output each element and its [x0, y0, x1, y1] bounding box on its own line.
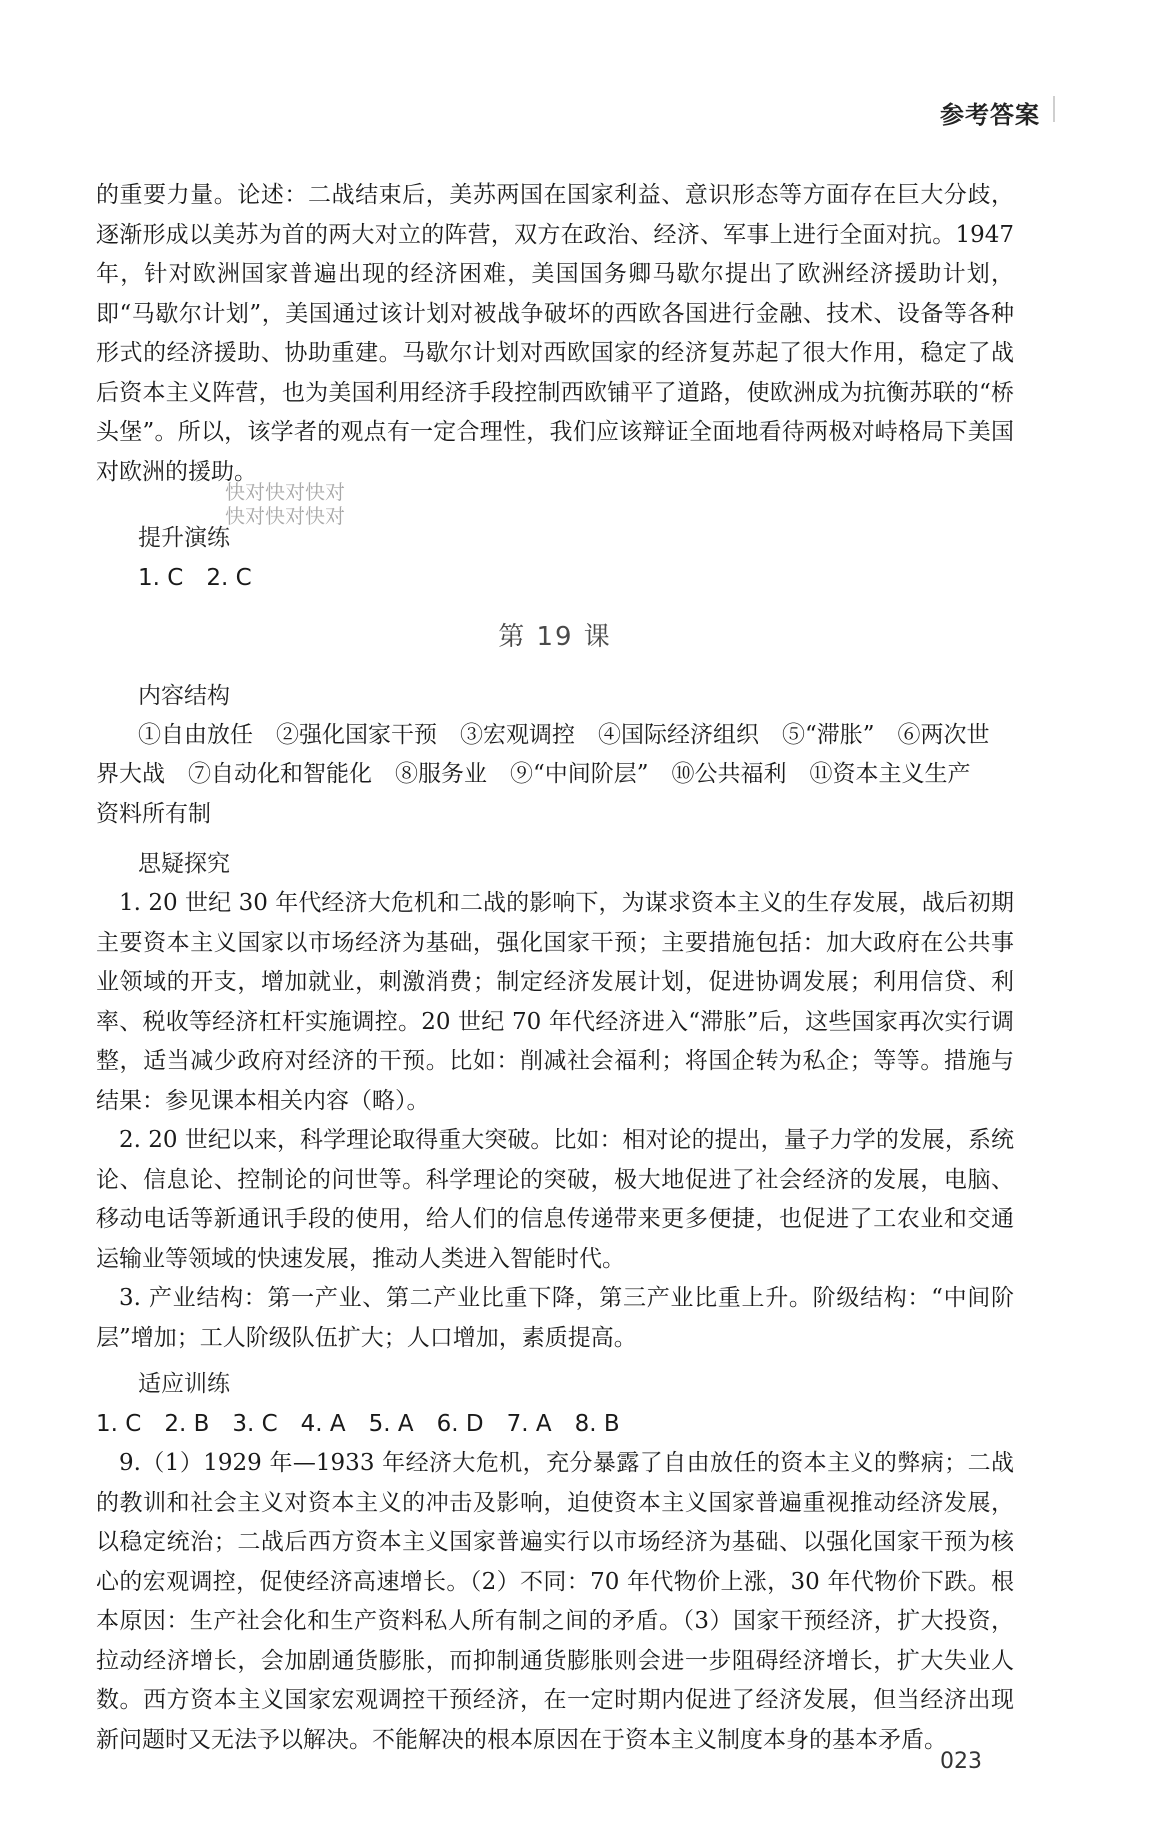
training-answer-9: 9.（1）1929 年—1933 年经济大危机，充分暴露了自由放任的资本主义的弊病；二战的教训和社会主义对资本主义的冲击及影响，迫使资本主义国家普遍重视推动经济发展，以稳定统治；二战后西方资本主义国家普遍实行以市场经济为基础、以强化国家干预为核心的宏观调控，促使经济高速增长。（2）不同：70 年代物价上涨，30 年代物价下跌。根本原因：生产社会化和生产资料私人所有制之间的矛盾。（3）国家干预经济，扩大投资，拉动经济增长，会加剧通货膨胀，而抑制通货膨胀则会进一步阻碍经济增长，扩大失业人数。西方资本主义国家宏观调控干预经济，在一定时期内促进了经济发展，但当经济出现新问题时又无法予以解决。不能解决的根本原因在于资本主义制度本身的基本矛盾。 [96, 1450, 1014, 1753]
page-number: 023 [940, 1749, 982, 1774]
section-heading-training: 适应训练 [138, 1371, 230, 1397]
header-divider [1053, 96, 1055, 122]
structure-line: 界大战 ⑦自动化和智能化 ⑧服务业 ⑨“中间阶层” ⑩公共福利 ⑪资本主义生产 [96, 761, 971, 787]
section-heading-structure: 内容结构 [138, 682, 230, 709]
watermark-line: 快对快对快对 [225, 480, 345, 504]
lesson-title: 第 19 课 [498, 622, 612, 652]
structure-list [96, 716, 1014, 835]
section-heading-practice: 提升演练 [138, 525, 230, 551]
inquiry-answer-3: 3. 产业结构：第一产业、第二产业比重下降，第三产业比重上升。阶级结构：“中间阶层”增加；工人阶级队伍扩大；人口增加，素质提高。 [96, 1285, 1014, 1351]
inquiry-answer-2: 2. 20 世纪以来，科学理论取得重大突破。比如：相对论的提出，量子力学的发展，系统论、信息论、控制论的问世等。科学理论的突破，极大地促进了社会经济的发展，电脑、移动电话等新通讯手段的使用，给人们的信息传递带来更多便捷，也促进了工农业和交通运输业等领域的快速发展，推动人类进入智能时代。 [96, 1127, 1014, 1272]
practice-answers: 1. C 2. C [138, 565, 252, 591]
structure-line: 资料所有制 [96, 800, 211, 827]
inquiry-answer-1: 1. 20 世纪 30 年代经济大危机和二战的影响下，为谋求资本主义的生存发展，战后初期主要资本主义国家以市场经济为基础，强化国家干预；主要措施包括：加大政府在公共事业领域的开支，增加就业，刺激消费；制定经济发展计划，促进协调发展；利用信贷、利率、税收等经济杠杆实施调控。20 世纪 70 年代经济进入“滞胀”后，这些国家再次实行调整，适当减少政府对经济的干预。比如：削减社会福利；将国企转为私企；等等。措施与结果：参见课本相关内容（略）。 [96, 890, 1014, 1114]
watermark-line: 快对快对快对 [225, 504, 345, 528]
continued-paragraph: 的重要力量。论述：二战结束后，美苏两国在国家利益、意识形态等方面存在巨大分歧，逐渐形成以美苏为首的两大对立的阵营，双方在政治、经济、军事上进行全面对抗。1947年，针对欧洲国家普遍出现的经济困难，美国国务卿马歇尔提出了欧洲经济援助计划，即“马歇尔计划”，美国通过该计划对被战争破坏的西欧各国进行金融、技术、设备等各种形式的经济援助、协助重建。马歇尔计划对西欧国家的经济复苏起了很大作用，稳定了战后资本主义阵营，也为美国利用经济手段控制西欧铺平了道路，使欧洲成为抗衡苏联的“桥头堡”。所以，该学者的观点有一定合理性，我们应该辩证全面地看待两极对峙格局下美国对欧洲的援助。 [96, 182, 1014, 485]
page-header-title: 参考答案 [940, 101, 1040, 129]
training-answers: 1. C 2. B 3. C 4. A 5. A 6. D 7. A 8. B [96, 1411, 620, 1437]
watermark [225, 480, 345, 528]
structure-line: ①自由放任 ②强化国家干预 ③宏观调控 ④国际经济组织 ⑤“滞胀” ⑥两次世 [138, 721, 990, 748]
page-content [96, 176, 1014, 1760]
section-heading-inquiry: 思疑探究 [138, 851, 230, 877]
